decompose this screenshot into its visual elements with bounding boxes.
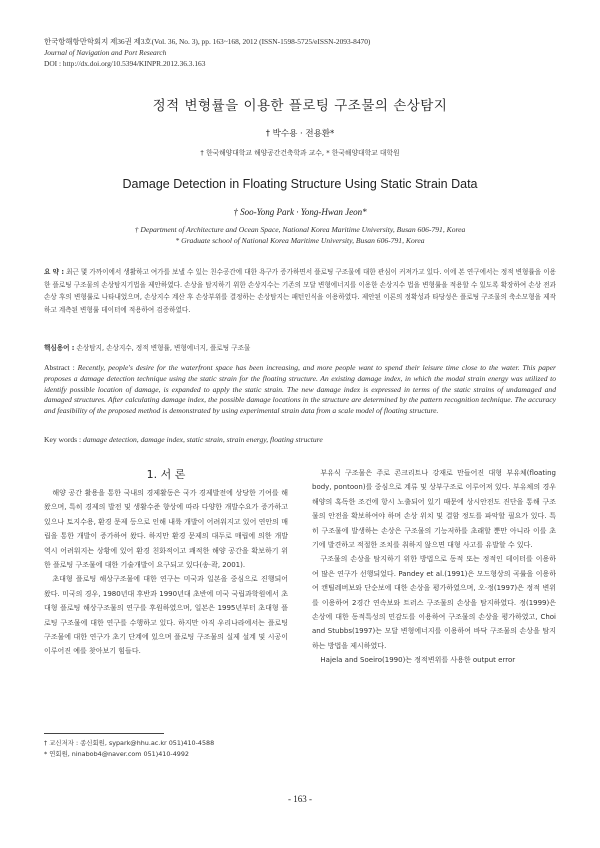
abstract-korean [44,266,556,316]
journal-name: Journal of Navigation and Port Research [44,48,167,57]
keywords-korean-label: 핵심용어 : [44,344,75,352]
footnote-corresponding-author: † 교신저자 : 종신회원, sypark@hhu.ac.kr 051)410-4588 [44,739,215,747]
body-paragraph: 해양 공간 활용을 통한 국내의 경제활동은 국가 경제발전에 상당한 기여를 해왔으며, 특히 경제의 발전 및 생활수준 향상에 따라 다양한 개발수요가 증가하고 있으나 토지수용, 환경 문제 등으로 인해 내륙 개발이 어려워지고 있어 연안의 매립을 통한 개발이 증가하여 왔다. 하지만 환경 문제의 대두로 매립에 의한 개발 역시 어려워지는 상황에 있어 환경 친화적이고 쾌적한 해양 공간을 확보하기 위한 플로팅 구조물에 대한 기술개발이 요구되고 있다(송·곽, 2001). [44,489,288,570]
keywords-english [44,435,323,444]
affiliation-english [0,224,600,246]
page-number: - 163 - [288,794,312,804]
abstract-korean-text: 최근 몇 가까이에서 생활하고 여가를 보낼 수 있는 친수공간에 대한 욕구가 증가하면서 플로팅 구조물에 대한 관심이 커져가고 있다. 이에 본 연구에서는 정적 변형률을 이용한 플로팅 구조물의 손상탐지기법을 제안하였다. 손상을 탐지하기 위한 손상지수는 기존의 모달 변형에너지를 이용한 손상지수 법을 변형률을 적용할 수 있도록 확장하여 손상 전과 손상 후의 변형률로 나타내었으며, 손상지수 계산 후 손상부위를 결정하는 손상탐지는 패턴인식을 이용하였다. 제안된 이론의 정확성과 타당성은 플로팅 구조물의 축소모형을 제작하고 계측된 변형률 데이터에 적용하여 검증하였다. [44,268,556,314]
authors-korean: † 박수용 · 전용환* [265,129,335,139]
section-title-introduction: 1. 서 론 [146,468,186,481]
abstract-english [44,363,556,417]
abstract-korean-label: 요 약 : [44,268,64,276]
journal-header [44,36,370,69]
footnotes [44,738,214,760]
keywords-english-text: damage detection, damage index, static strain, strain energy, floating structure [83,435,323,444]
abstract-english-label: Abstract : [44,363,75,372]
paper-title-korean: 정적 변형률을 이용한 플로팅 구조물의 손상탐지 [152,98,448,114]
journal-citation: 한국항해항만학회지 제36권 제3호(Vol. 36, No. 3), pp. 163~168, 2012 (ISSN-1598-5725/eISSN-2093-8470) [44,37,371,46]
affiliation-english-2: * Graduate school of National Korea Maritime University, Busan 606-791, Korea [175,236,425,245]
doi-link[interactable]: DOI : http://dx.doi.org/10.5394/KINPR.2012.36.3.163 [44,59,206,68]
body-paragraph: 초대형 플로팅 해상구조물에 대한 연구는 미국과 일본을 중심으로 진행되어 왔다. 미국의 경우, 1980년대 후반과 1990년대 초반에 미국 국립과학원에서 초대형 플로팅 해상구조물의 연구를 후원하였으며, 일본은 1995년부터 초대형 플로팅 구조물에 대한 연구를 수행하고 있다. 하지만 아직 우리나라에서는 플로팅 구조물에 대한 연구가 초기 단계에 있으며 플로팅 구조물의 실제 설계 및 시공이 이루어진 예를 찾아보기 힘들다. [44,575,288,656]
body-column-left [44,486,288,659]
body-paragraph: 부유식 구조물은 주로 콘크리트나 강재로 만들어진 대형 부유체(floating body, pontoon)를 중심으로 계류 및 상부구조로 이루어져 있다. 부유체의 경우 해양의 혹독한 조건에 항시 노출되어 있기 때문에 상시안전도 진단을 통해 구조물의 안전을 확보하여야 하며 손상 위치 및 결함 정도를 파악할 필요가 있다. 특히 구조물에 발생하는 손상은 구조물의 기능저하를 초래할 뿐만 아니라 이를 초기에 발견하고 적절한 조치를 취하지 않으면 대형 사고를 유발할 수 있다. [312,469,556,550]
paper-title-english: Damage Detection in Floating Structure Using Static Strain Data [122,177,478,191]
affiliation-english-1: † Department of Architecture and Ocean Space, National Korea Maritime University, Busan 606-791, Korea [134,225,466,234]
body-paragraph: 구조물의 손상을 탐지하기 위한 방법으로 동적 또는 정적인 데이터를 이용하여 많은 연구가 선행되었다. Pandey et al.(1991)은 모드형상의 곡률을 이용하여 캔틸레버보와 단순보에 대한 손상을 평가하였으며, 오·정(1997)은 정적 변위를 이용하여 2경간 연속보와 트러스 구조물의 손상을 탐지하였다. 정(1999)은 손상에 대한 동적특성의 민감도를 이용하여 구조물의 손상을 평가하였고, Choi and Stubbs(1997)는 모달 변형에너지를 이용하여 바닥 구조물의 손상을 탐지하는 방법을 제시하였다. [312,555,556,650]
keywords-english-label: Key words : [44,435,82,444]
keywords-korean-text: 손상탐지, 손상지수, 정적 변형률, 변형에너지, 플로팅 구조물 [76,344,251,352]
authors-english: † Soo-Yong Park · Yong-Hwan Jeon* [233,207,367,217]
affiliation-korean: † 한국해양대학교 해양공간건축학과 교수, * 한국해양대학교 대학원 [200,149,400,157]
body-paragraph: Hajela and Soeiro(1990)는 정적변위를 사용한 output error [320,656,516,665]
body-column-right [312,466,556,668]
keywords-korean [44,342,250,352]
footnote-coauthor: * 연회원, ninabob4@naver.com 051)410-4992 [44,750,189,758]
footnote-divider [44,733,164,734]
abstract-english-text: Recently, people's desire for the waterfront space has been increasing, and more people want to spend their leisure time close to the water. This paper proposes a damage detection technique using the static strain for the floating structure. An existing damage index, in which the modal strain energy was utilized to identify possible location of damage, is expanded to apply the static strain. The new damage index is expressed in terms of the static strains of undamaged and damaged structures. After calculating damage index, the possible damage locations in the structure are determined by the pattern recognition technique. The accuracy and feasibility of the proposed method is demonstrated by using experimental strain data from a scale model of floating structure. [44,363,557,416]
